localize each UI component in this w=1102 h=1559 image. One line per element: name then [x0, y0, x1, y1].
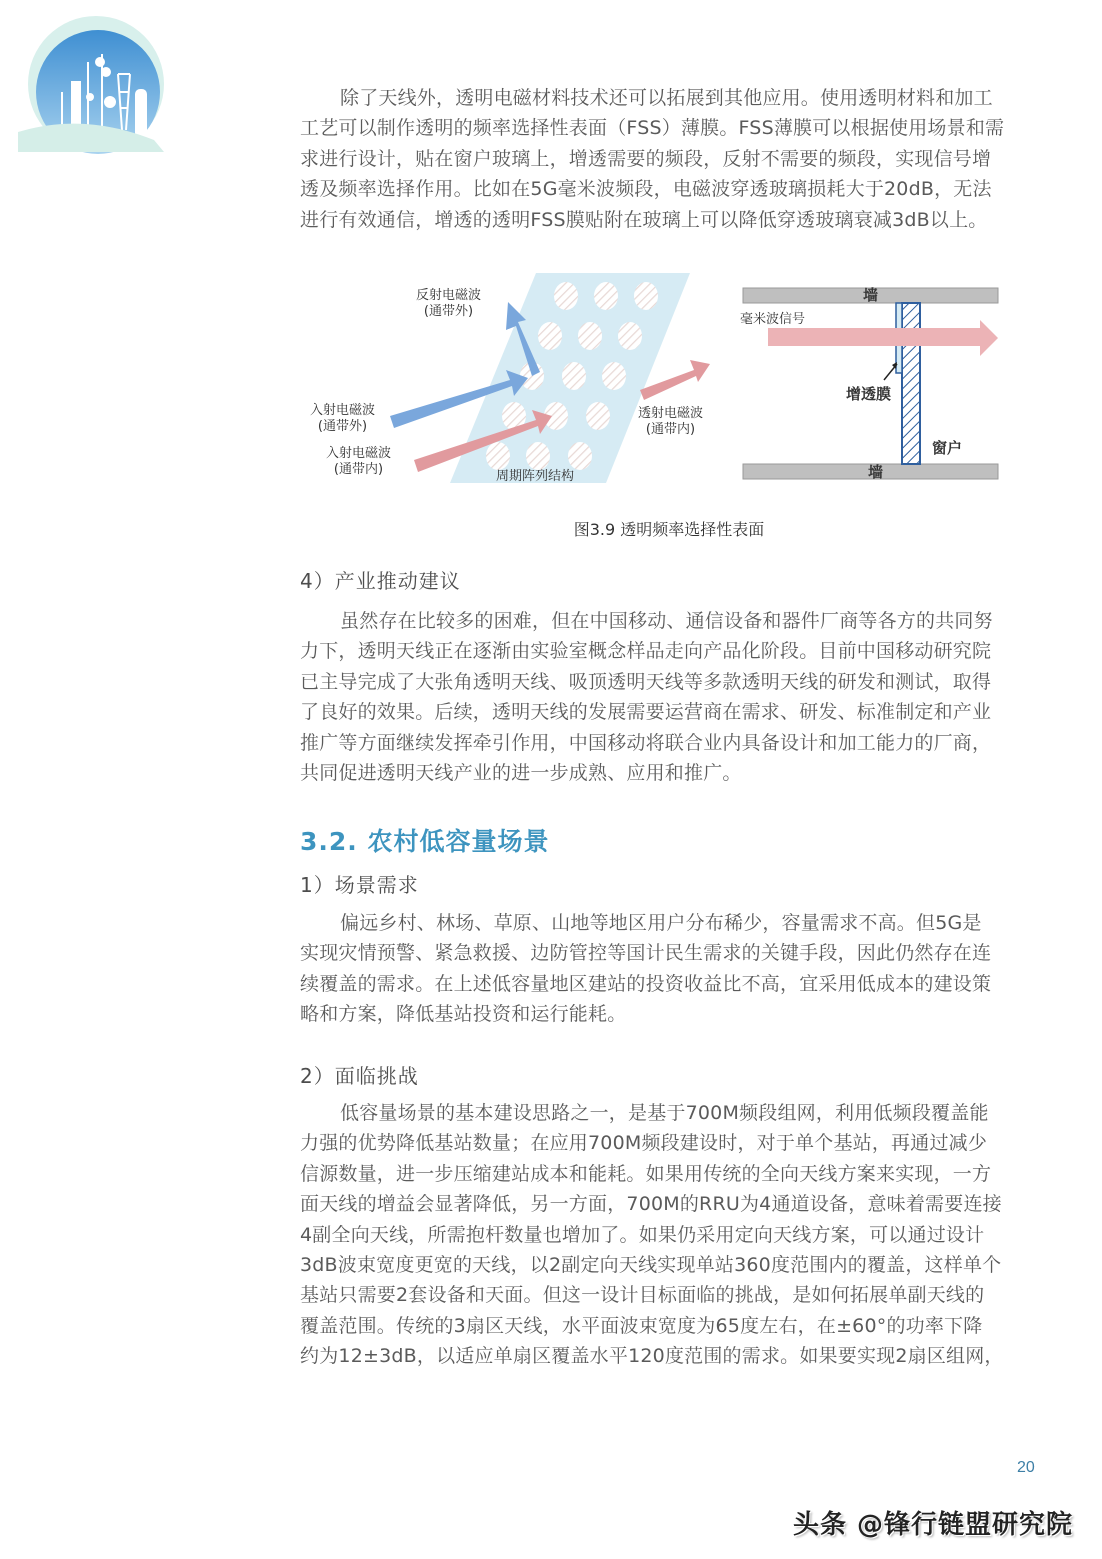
sub1-heading: 1）场景需求 [300, 873, 419, 897]
watermark: 头条 @锋行链盟研究院 [793, 1510, 1074, 1540]
text-line: 已主导完成了大张角透明天线、吸顶透明天线等多款透明天线的研发和测试，取得 [300, 670, 992, 693]
text-line: 约为12±3dB，以适应单扇区覆盖水平120度范围的需求。如果要实现2扇区组网， [300, 1345, 1004, 1368]
periodic-structure-label: 周期阵列结构 [496, 469, 575, 484]
sub2-heading: 2）面临挑战 [300, 1064, 419, 1088]
text-line: 续覆盖的需求。在上述低容量地区建站的投资收益比不高，宜采用低成本的建设策 [300, 972, 992, 995]
text-line: 3dB波束宽度更宽的天线，以2副定向天线实现单站360度范围内的覆盖，这样单个 [300, 1254, 1002, 1277]
page-number: 20 [1017, 1459, 1035, 1476]
text-line: 进行有效通信，增透的透明FSS膜贴附在玻璃上可以降低穿透玻璃衰减3dB以上。 [300, 208, 988, 231]
telecom-towers-logo-icon [14, 12, 174, 162]
text-line: 推广等方面继续发挥牵引作用，中国移动将联合业内具备设计和加工能力的厂商， [300, 731, 992, 754]
antireflection-film-label: 增透膜 [846, 385, 892, 403]
text-line: 实现灾情预警、紧急救援、边防管控等国计民生需求的关键手段，因此仍然存在连 [300, 942, 992, 965]
label-line: 反射电磁波 [416, 288, 482, 303]
section-title: 3.2. 农村低容量场景 [300, 827, 550, 856]
incident-out-label [310, 403, 375, 435]
label-line: (通带外) [423, 304, 474, 319]
section4-heading: 4）产业推动建议 [300, 569, 461, 593]
incident-in-label [326, 446, 391, 478]
text-line: 偏远乡村、林场、草原、山地等地区用户分布稀少，容量需求不高。但5G是 [340, 912, 982, 934]
figure-caption: 图3.9 透明频率选择性表面 [573, 520, 765, 539]
section4-paragraph [300, 606, 1035, 788]
text-line: 略和方案，降低基站投资和运行能耗。 [300, 1003, 627, 1026]
text-line: 低容量场景的基本建设思路之一，是基于700M频段组网，利用低频段覆盖能 [340, 1102, 989, 1124]
label-line: 入射电磁波 [310, 403, 376, 418]
label-line: 透射电磁波 [638, 406, 704, 421]
text-line: 面天线的增益会显著降低，另一方面，700M的RRU为4通道设备，意味着需要连接 [300, 1193, 1002, 1216]
window-label: 窗户 [932, 439, 963, 457]
wall-top-label: 墙 [863, 286, 879, 304]
label-line: (通带外) [317, 419, 368, 434]
label-line: 入射电磁波 [326, 446, 392, 461]
text-line: 除了天线外，透明电磁材料技术还可以拓展到其他应用。使用透明材料和加工 [340, 87, 993, 109]
label-line: (通带内) [333, 462, 384, 477]
text-line: 信源数量，进一步压缩建站成本和能耗。如果用传统的全向天线方案来实现，一方 [300, 1162, 992, 1185]
fss-diagram [300, 268, 1040, 498]
label-line: (通带内) [645, 422, 696, 437]
sub2-paragraph [300, 1098, 1035, 1372]
transmitted-wave-label [638, 406, 703, 438]
text-line: 了良好的效果。后续，透明天线的发展需要运营商在需求、研发、标准制定和产业 [300, 701, 992, 724]
text-line: 透及频率选择作用。比如在5G毫米波频段，电磁波穿透玻璃损耗大于20dB，无法 [300, 178, 992, 201]
text-line: 力下，透明天线正在逐渐由实验室概念样品走向产品化阶段。目前中国移动研究院 [300, 640, 992, 663]
text-line: 虽然存在比较多的困难，但在中国移动、通信设备和器件厂商等各方的共同努 [340, 610, 993, 632]
text-line: 4副全向天线，所需抱杆数量也增加了。如果仍采用定向天线方案，可以通过设计 [300, 1223, 985, 1246]
wall-bottom-label: 墙 [868, 463, 884, 481]
figure-fss [300, 268, 1040, 498]
text-line: 求进行设计，贴在窗户玻璃上，增透需要的频段，反射不需要的频段，实现信号增 [300, 147, 992, 170]
mmwave-signal-label: 毫米波信号 [740, 312, 806, 327]
reflected-wave-label [416, 288, 481, 320]
intro-paragraph [300, 83, 1035, 235]
text-line: 共同促进透明天线产业的进一步成熟、应用和推广。 [300, 762, 742, 785]
sub1-paragraph [300, 908, 1035, 1030]
header-logo [14, 12, 174, 162]
text-line: 工艺可以制作透明的频率选择性表面（FSS）薄膜。FSS薄膜可以根据使用场景和需 [300, 117, 1005, 140]
text-line: 覆盖范围。传统的3扇区天线，水平面波束宽度为65度左右，在±60°的功率下降 [300, 1314, 983, 1337]
text-line: 力强的优势降低基站数量；在应用700M频段建设时，对于单个基站，再通过减少 [300, 1132, 988, 1155]
text-line: 基站只需要2套设备和天面。但这一设计目标面临的挑战，是如何拓展单副天线的 [300, 1284, 985, 1307]
